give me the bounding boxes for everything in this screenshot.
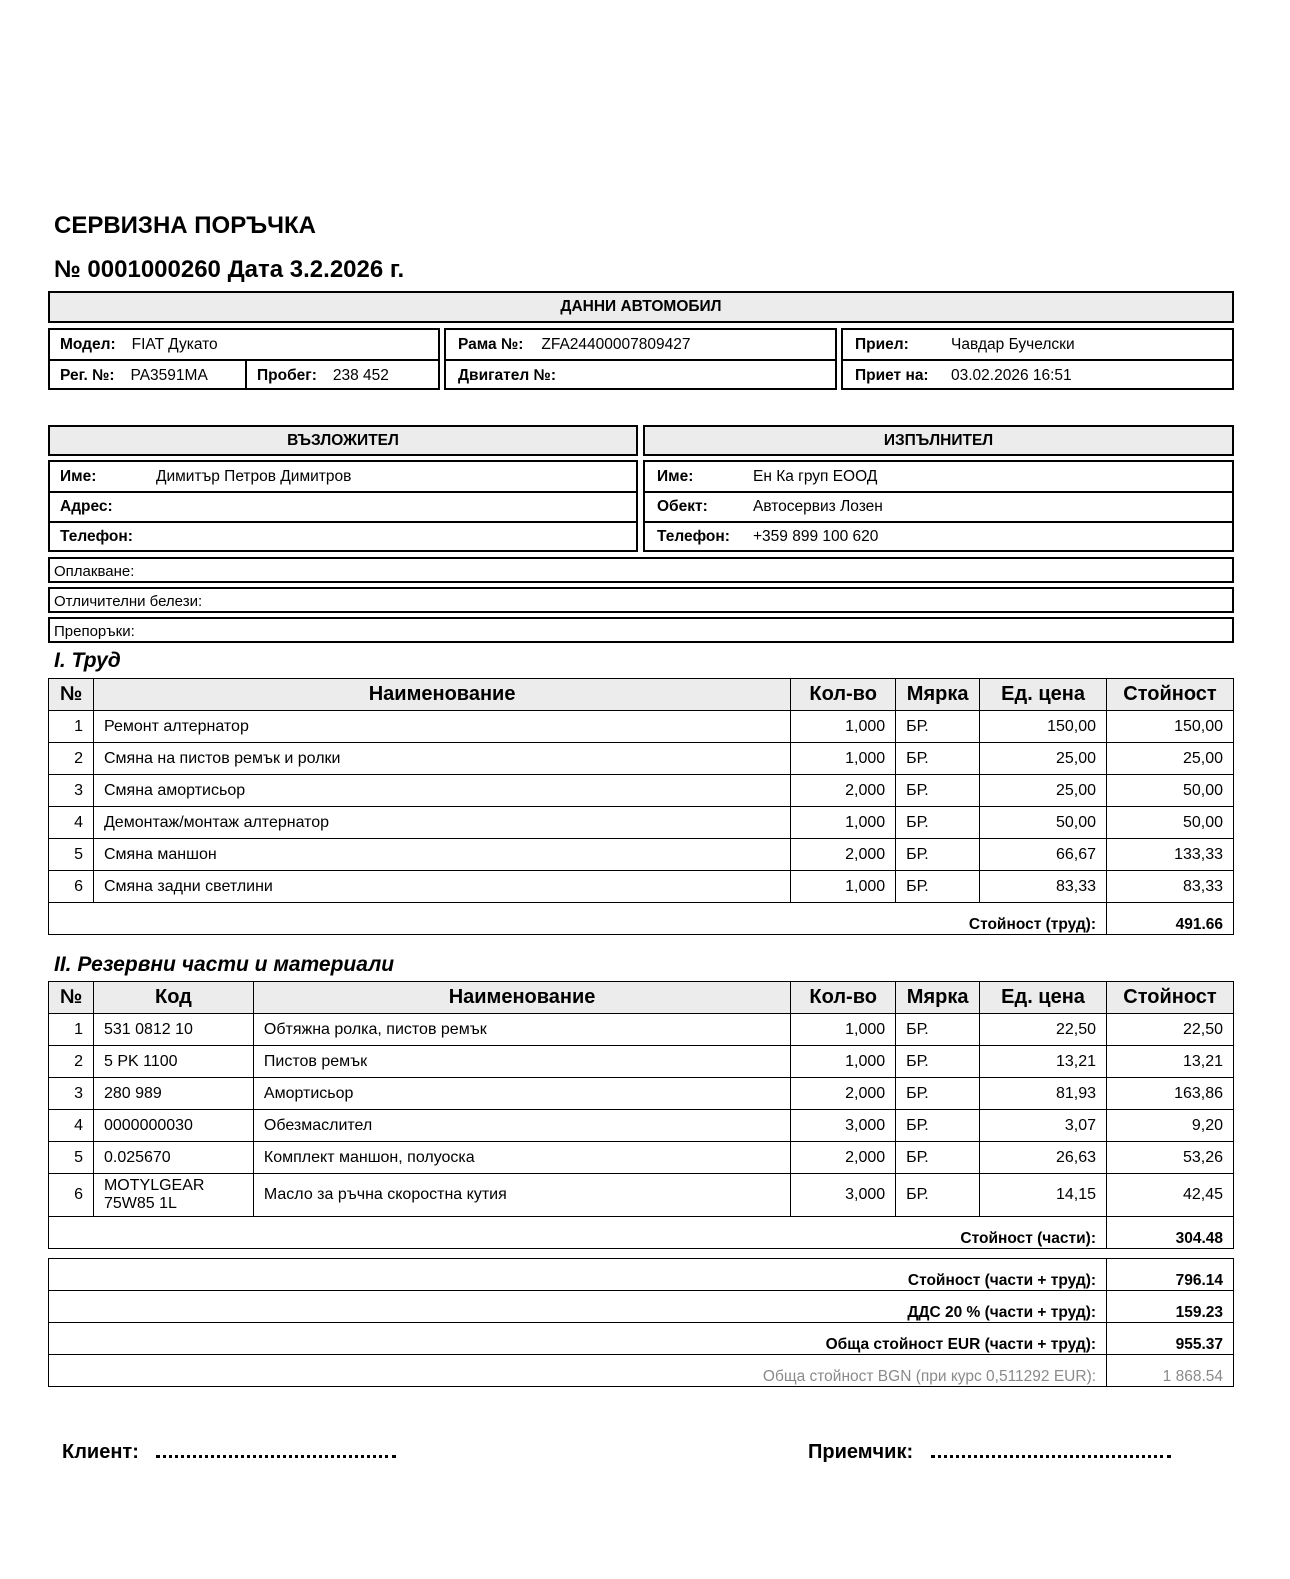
labor-section-title: I. Труд	[54, 649, 121, 672]
cell-unit: БР.	[896, 871, 980, 903]
table-row	[49, 1110, 1234, 1142]
parts-section-title: II. Резервни части и материали	[54, 953, 395, 976]
cell-code: 280 989	[93, 1078, 253, 1110]
labor-sum-row	[49, 903, 1234, 935]
order-number-date: № 0001000260 Дата 3.2.2026 г.	[54, 256, 405, 283]
cell-qty: 3,000	[791, 1174, 896, 1217]
cell-qty: 1,000	[791, 1046, 896, 1078]
mileage-value: 238 452	[332, 366, 389, 384]
contractor-section-title: ИЗПЪЛНИТЕЛ	[883, 431, 994, 449]
vat-label: ДДС 20 % (части + труд):	[49, 1291, 1107, 1323]
cell-total: 50,00	[1107, 807, 1234, 839]
cell-price: 13,21	[980, 1046, 1107, 1078]
cell-no: 4	[49, 1110, 94, 1142]
vehicle-vin-box	[444, 328, 837, 390]
cell-qty: 1,000	[791, 743, 896, 775]
vehicle-model-box	[48, 328, 440, 390]
parts-col-price: Ед. цена	[980, 982, 1107, 1014]
cell-name: Амортисьор	[253, 1078, 790, 1110]
cell-price: 22,50	[980, 1014, 1107, 1046]
parts-col-name: Наименование	[253, 982, 790, 1014]
labor-col-unit: Мярка	[896, 679, 980, 711]
table-row	[49, 807, 1234, 839]
marks-label: Отличителни белези:	[54, 593, 203, 610]
labor-col-name: Наименование	[93, 679, 790, 711]
labor-col-total: Стойност	[1107, 679, 1234, 711]
labor-col-qty: Кол-во	[791, 679, 896, 711]
cell-unit: БР.	[896, 775, 980, 807]
cell-no: 5	[49, 839, 94, 871]
reg-value: PA3591MA	[130, 366, 208, 384]
vin-label: Рама №:	[458, 335, 524, 353]
client-address-label: Адрес:	[60, 498, 113, 515]
cell-name: Пистов ремък	[253, 1046, 790, 1078]
client-box	[48, 460, 638, 552]
total-eur-value: 955.37	[1107, 1323, 1234, 1355]
cell-qty: 2,000	[791, 775, 896, 807]
cell-price: 3,07	[980, 1110, 1107, 1142]
received-at-label: Приет на:	[855, 366, 929, 384]
table-row	[49, 711, 1234, 743]
subtotal-value: 796.14	[1107, 1259, 1234, 1291]
client-signature-line	[156, 1455, 396, 1458]
cell-price: 25,00	[980, 743, 1107, 775]
cell-qty: 1,000	[791, 1014, 896, 1046]
cell-name: Ремонт алтернатор	[93, 711, 790, 743]
cell-total: 22,50	[1107, 1014, 1234, 1046]
cell-name: Комплект маншон, полуоска	[253, 1142, 790, 1174]
cell-no: 1	[49, 711, 94, 743]
cell-unit: БР.	[896, 807, 980, 839]
client-signature-label: Клиент:	[62, 1441, 139, 1463]
cell-qty: 1,000	[791, 711, 896, 743]
labor-sum-label: Стойност (труд):	[49, 903, 1107, 935]
cell-qty: 2,000	[791, 1078, 896, 1110]
cell-no: 2	[49, 1046, 94, 1078]
cell-name: Смяна маншон	[93, 839, 790, 871]
received-by-value: Чавдар Бучелски	[951, 335, 1075, 353]
cell-qty: 3,000	[791, 1110, 896, 1142]
cell-total: 53,26	[1107, 1142, 1234, 1174]
model-label: Модел:	[60, 335, 116, 353]
receiver-signature	[808, 1441, 1171, 1464]
vat-row	[49, 1291, 1234, 1323]
cell-price: 66,67	[980, 839, 1107, 871]
total-eur-row	[49, 1323, 1234, 1355]
cell-unit: БР.	[896, 1014, 980, 1046]
cell-no: 5	[49, 1142, 94, 1174]
labor-col-price: Ед. цена	[980, 679, 1107, 711]
parts-col-unit: Мярка	[896, 982, 980, 1014]
cell-price: 14,15	[980, 1174, 1107, 1217]
complaint-field	[48, 557, 1234, 583]
cell-name: Демонтаж/монтаж алтернатор	[93, 807, 790, 839]
cell-unit: БР.	[896, 1142, 980, 1174]
reg-label: Рег. №:	[60, 366, 115, 384]
cell-no: 3	[49, 1078, 94, 1110]
cell-unit: БР.	[896, 1078, 980, 1110]
model-value: FIAT Дукато	[131, 335, 218, 353]
total-bgn-row	[49, 1355, 1234, 1387]
cell-total: 83,33	[1107, 871, 1234, 903]
parts-sum-label: Стойност (части):	[49, 1217, 1107, 1249]
cell-no: 6	[49, 871, 94, 903]
table-row	[49, 839, 1234, 871]
mileage-label: Пробег:	[257, 366, 317, 384]
cell-total: 13,21	[1107, 1046, 1234, 1078]
cell-price: 25,00	[980, 775, 1107, 807]
cell-no: 1	[49, 1014, 94, 1046]
table-row	[49, 1014, 1234, 1046]
cell-unit: БР.	[896, 743, 980, 775]
table-row	[49, 1078, 1234, 1110]
cell-price: 150,00	[980, 711, 1107, 743]
cell-price: 81,93	[980, 1078, 1107, 1110]
cell-price: 50,00	[980, 807, 1107, 839]
cell-code: 531 0812 10	[93, 1014, 253, 1046]
receiver-signature-label: Приемчик:	[808, 1441, 914, 1463]
vat-value: 159.23	[1107, 1291, 1234, 1323]
total-bgn-label: Обща стойност BGN (при курс 0,511292 EUR):	[49, 1355, 1107, 1387]
parts-col-qty: Кол-во	[791, 982, 896, 1014]
marks-field	[48, 587, 1234, 613]
contractor-name-value: Ен Ка груп ЕООД	[753, 467, 878, 485]
cell-total: 50,00	[1107, 775, 1234, 807]
table-row	[49, 775, 1234, 807]
total-eur-label: Обща стойност EUR (части + труд):	[49, 1323, 1107, 1355]
cell-code: MOTYLGEAR 75W85 1L	[93, 1174, 253, 1217]
contractor-site-value: Автосервиз Лозен	[753, 498, 883, 515]
cell-name: Смяна задни светлини	[93, 871, 790, 903]
total-bgn-value: 1 868.54	[1107, 1355, 1234, 1387]
receiver-signature-line	[931, 1455, 1171, 1458]
parts-header-row	[49, 982, 1234, 1014]
client-name-value: Димитър Петров Димитров	[156, 467, 352, 485]
cell-name: Масло за ръчна скоростна кутия	[253, 1174, 790, 1217]
cell-no: 3	[49, 775, 94, 807]
contractor-name-label: Име:	[657, 467, 694, 485]
recommendations-field	[48, 617, 1234, 643]
client-name-label: Име:	[60, 467, 97, 485]
parts-col-total: Стойност	[1107, 982, 1234, 1014]
labor-table	[48, 678, 1234, 935]
complaint-label: Оплакване:	[54, 563, 135, 580]
client-phone-label: Телефон:	[60, 528, 133, 545]
contractor-site-label: Обект:	[657, 498, 708, 515]
contractor-section-header	[643, 425, 1234, 456]
cell-price: 83,33	[980, 871, 1107, 903]
cell-unit: БР.	[896, 711, 980, 743]
table-row	[49, 1174, 1234, 1217]
engine-label: Двигател №:	[458, 366, 556, 384]
cell-unit: БР.	[896, 1174, 980, 1217]
cell-unit: БР.	[896, 839, 980, 871]
client-section-header	[48, 425, 638, 456]
labor-col-no: №	[49, 679, 94, 711]
cell-code: 0000000030	[93, 1110, 253, 1142]
document-title: СЕРВИЗНА ПОРЪЧКА	[54, 212, 316, 239]
cell-no: 4	[49, 807, 94, 839]
contractor-phone-value: +359 899 100 620	[753, 528, 879, 545]
vehicle-received-box	[841, 328, 1234, 390]
parts-sum-row	[49, 1217, 1234, 1249]
contractor-phone-label: Телефон:	[657, 528, 730, 545]
cell-qty: 1,000	[791, 807, 896, 839]
cell-name: Обезмаслител	[253, 1110, 790, 1142]
parts-sum-value: 304.48	[1107, 1217, 1234, 1249]
cell-price: 26,63	[980, 1142, 1107, 1174]
vehicle-section-title: ДАННИ АВТОМОБИЛ	[560, 298, 722, 315]
cell-code: 5 PK 1100	[93, 1046, 253, 1078]
cell-total: 25,00	[1107, 743, 1234, 775]
parts-col-code: Код	[93, 982, 253, 1014]
vin-value: ZFA24400007809427	[541, 335, 691, 353]
received-by-label: Приел:	[855, 335, 909, 353]
cell-qty: 2,000	[791, 1142, 896, 1174]
parts-table	[48, 981, 1234, 1249]
received-at-value: 03.02.2026 16:51	[951, 366, 1072, 384]
cell-total: 9,20	[1107, 1110, 1234, 1142]
cell-no: 2	[49, 743, 94, 775]
subtotal-label: Стойност (части + труд):	[49, 1259, 1107, 1291]
labor-header-row	[49, 679, 1234, 711]
parts-col-no: №	[49, 982, 94, 1014]
cell-name: Смяна на пистов ремък и ролки	[93, 743, 790, 775]
cell-code: 0.025670	[93, 1142, 253, 1174]
cell-total: 163,86	[1107, 1078, 1234, 1110]
recommendations-label: Препоръки:	[54, 623, 135, 640]
cell-name: Обтяжна ролка, пистов ремък	[253, 1014, 790, 1046]
vehicle-section-header	[48, 291, 1234, 323]
table-row	[49, 871, 1234, 903]
table-row	[49, 743, 1234, 775]
subtotal-row	[49, 1259, 1234, 1291]
totals-table	[48, 1258, 1234, 1387]
contractor-box	[643, 460, 1234, 552]
cell-unit: БР.	[896, 1110, 980, 1142]
table-row	[49, 1142, 1234, 1174]
cell-unit: БР.	[896, 1046, 980, 1078]
cell-total: 42,45	[1107, 1174, 1234, 1217]
cell-total: 150,00	[1107, 711, 1234, 743]
cell-total: 133,33	[1107, 839, 1234, 871]
cell-qty: 2,000	[791, 839, 896, 871]
cell-name: Смяна амортисьор	[93, 775, 790, 807]
cell-no: 6	[49, 1174, 94, 1217]
labor-sum-value: 491.66	[1107, 903, 1234, 935]
client-section-title: ВЪЗЛОЖИТЕЛ	[287, 431, 399, 449]
cell-qty: 1,000	[791, 871, 896, 903]
table-row	[49, 1046, 1234, 1078]
client-signature	[62, 1441, 396, 1464]
